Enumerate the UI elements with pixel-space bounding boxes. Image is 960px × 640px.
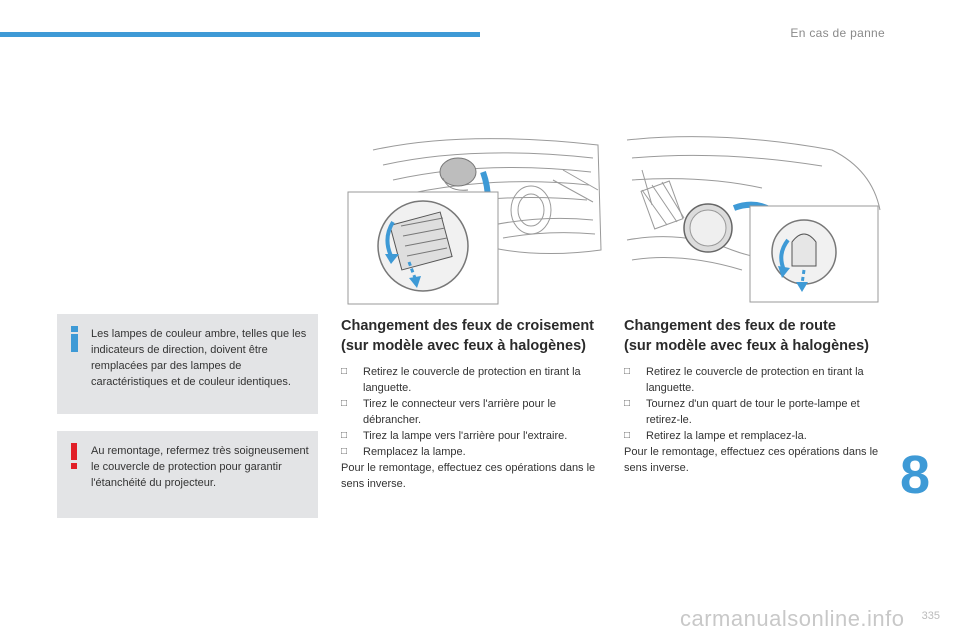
high-beam-title: Changement des feux de route bbox=[624, 318, 836, 334]
list-item: □ Retirez le couvercle de protection en tirant la languette. bbox=[341, 366, 581, 394]
high-beam-section bbox=[624, 318, 886, 476]
low-beam-closing: Pour le remontage, effectuez ces opérations dans le sens inverse. bbox=[341, 462, 596, 490]
chapter-number: 8 bbox=[900, 445, 931, 505]
list-item: □ Tirez le connecteur vers l'arrière pour le débrancher. bbox=[341, 398, 557, 426]
warning-note bbox=[57, 431, 318, 518]
checkbox-bullet-icon: □ bbox=[341, 446, 348, 457]
info-note-text: Les lampes de couleur ambre, telles que les indicateurs de direction, doivent être remplacées par des lampes de caractéristiques et de couleur identiques. bbox=[91, 328, 307, 388]
list-item: □ Remplacez la lampe. bbox=[341, 446, 466, 458]
page-number: 335 bbox=[921, 610, 940, 622]
list-item: □ Tournez d'un quart de tour le porte-lampe et retirez-le. bbox=[624, 398, 860, 426]
checkbox-bullet-icon: □ bbox=[624, 366, 631, 377]
header-accent-bar bbox=[0, 32, 480, 37]
list-item: □ Retirez la lampe et remplacez-la. bbox=[624, 430, 807, 442]
high-beam-subtitle: (sur modèle avec feux à halogènes) bbox=[624, 338, 869, 354]
checkbox-bullet-icon: □ bbox=[341, 398, 348, 409]
high-beam-illustration bbox=[622, 130, 882, 308]
section-title: En cas de panne bbox=[790, 26, 885, 40]
low-beam-subtitle: (sur modèle avec feux à halogènes) bbox=[341, 338, 586, 354]
list-item: □ Tirez la lampe vers l'arrière pour l'extraire. bbox=[341, 430, 568, 442]
high-beam-closing: Pour le remontage, effectuez ces opérations dans le sens inverse. bbox=[624, 446, 879, 474]
info-icon bbox=[70, 326, 79, 352]
low-beam-title: Changement des feux de croisement bbox=[341, 318, 595, 334]
low-beam-section bbox=[341, 318, 603, 492]
warning-note-text: Au remontage, refermez très soigneusement le couvercle de protection pour garantir l'étanchéité du projecteur. bbox=[91, 445, 309, 489]
checkbox-bullet-icon: □ bbox=[624, 398, 631, 409]
low-beam-steps bbox=[341, 364, 603, 460]
warning-icon bbox=[71, 443, 77, 469]
checkbox-bullet-icon: □ bbox=[341, 430, 348, 441]
high-beam-steps bbox=[624, 364, 886, 444]
info-note bbox=[57, 314, 318, 414]
low-beam-illustration bbox=[343, 130, 603, 308]
checkbox-bullet-icon: □ bbox=[624, 430, 631, 441]
list-item: □ Retirez le couvercle de protection en tirant la languette. bbox=[624, 366, 864, 394]
watermark: carmanualsonline.info bbox=[680, 606, 905, 631]
checkbox-bullet-icon: □ bbox=[341, 366, 348, 377]
